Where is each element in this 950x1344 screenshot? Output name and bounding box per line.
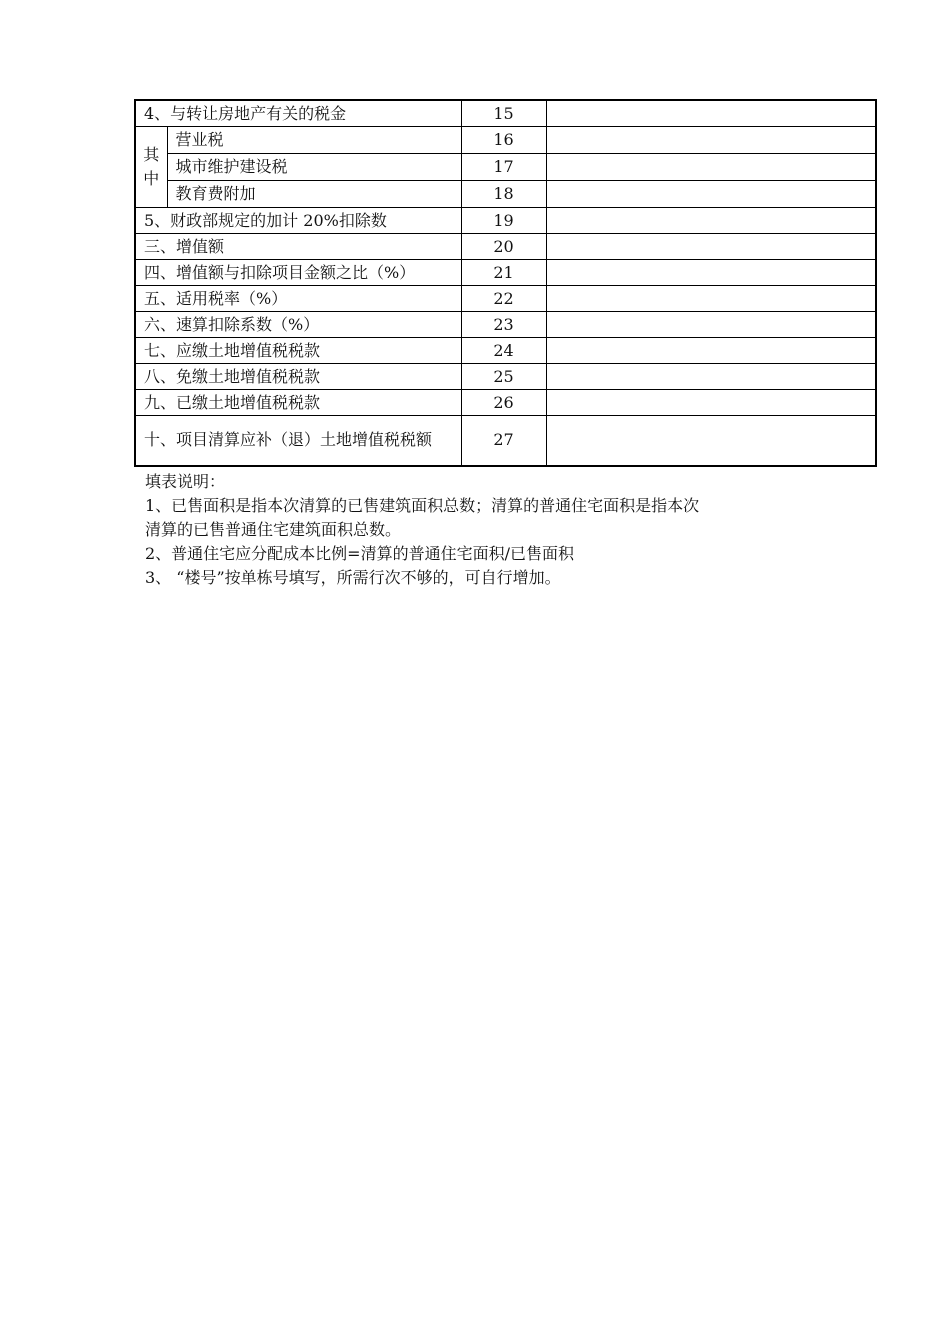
table-row [135,181,876,208]
table-row [135,416,876,466]
value-cell[interactable] [546,181,876,208]
table-row [135,127,876,154]
row-number: 24 [461,338,546,364]
row-number: 17 [461,154,546,181]
table-row [135,154,876,181]
table-row [135,338,876,364]
value-cell[interactable] [546,416,876,466]
row-label: 九、已缴土地增值税税款 [135,390,461,416]
note-item-1-line-2: 清算的已售普通住宅建筑面积总数。 [145,520,402,539]
table-row [135,208,876,234]
row-number: 25 [461,364,546,390]
row-label: 营业税 [167,127,461,154]
value-cell[interactable] [546,338,876,364]
row-label: 四、增值额与扣除项目金额之比（%） [135,260,461,286]
row-number: 20 [461,234,546,260]
value-cell[interactable] [546,154,876,181]
row-number: 26 [461,390,546,416]
table-row [135,260,876,286]
tax-calculation-table [134,99,877,467]
value-cell[interactable] [546,208,876,234]
value-cell[interactable] [546,260,876,286]
table-row [135,364,876,390]
row-label: 七、应缴土地增值税税款 [135,338,461,364]
value-cell[interactable] [546,286,876,312]
row-label: 教育费附加 [167,181,461,208]
row-number: 27 [461,416,546,466]
row-label: 城市维护建设税 [167,154,461,181]
note-item-1-line-1: 1、已售面积是指本次清算的已售建筑面积总数；清算的普通住宅面积是指本次 [145,496,700,515]
row-label: 三、增值额 [135,234,461,260]
row-number: 16 [461,127,546,154]
table-row [135,390,876,416]
row-number: 23 [461,312,546,338]
note-item-2: 2、普通住宅应分配成本比例=清算的普通住宅面积/已售面积 [145,544,574,563]
row-label: 十、项目清算应补（退）土地增值税税额 [135,416,461,466]
value-cell[interactable] [546,364,876,390]
value-cell[interactable] [546,390,876,416]
value-cell[interactable] [546,127,876,154]
table-row [135,286,876,312]
table-row [135,312,876,338]
row-number: 18 [461,181,546,208]
row-label: 5、财政部规定的加计 20%扣除数 [135,208,461,234]
group-label-cell: 其中 [135,127,167,208]
value-cell[interactable] [546,312,876,338]
value-cell[interactable] [546,100,876,127]
filling-instructions [145,470,825,590]
row-label: 4、与转让房地产有关的税金 [135,100,461,127]
note-item-3: 3、 “楼号”按单栋号填写，所需行次不够的，可自行增加。 [145,568,561,587]
row-number: 22 [461,286,546,312]
value-cell[interactable] [546,234,876,260]
row-number: 21 [461,260,546,286]
table-row [135,100,876,127]
row-number: 19 [461,208,546,234]
row-number: 15 [461,100,546,127]
row-label: 八、免缴土地增值税税款 [135,364,461,390]
row-label: 五、适用税率（%） [135,286,461,312]
notes-heading: 填表说明： [145,472,226,491]
table-row [135,234,876,260]
row-label: 六、速算扣除系数（%） [135,312,461,338]
